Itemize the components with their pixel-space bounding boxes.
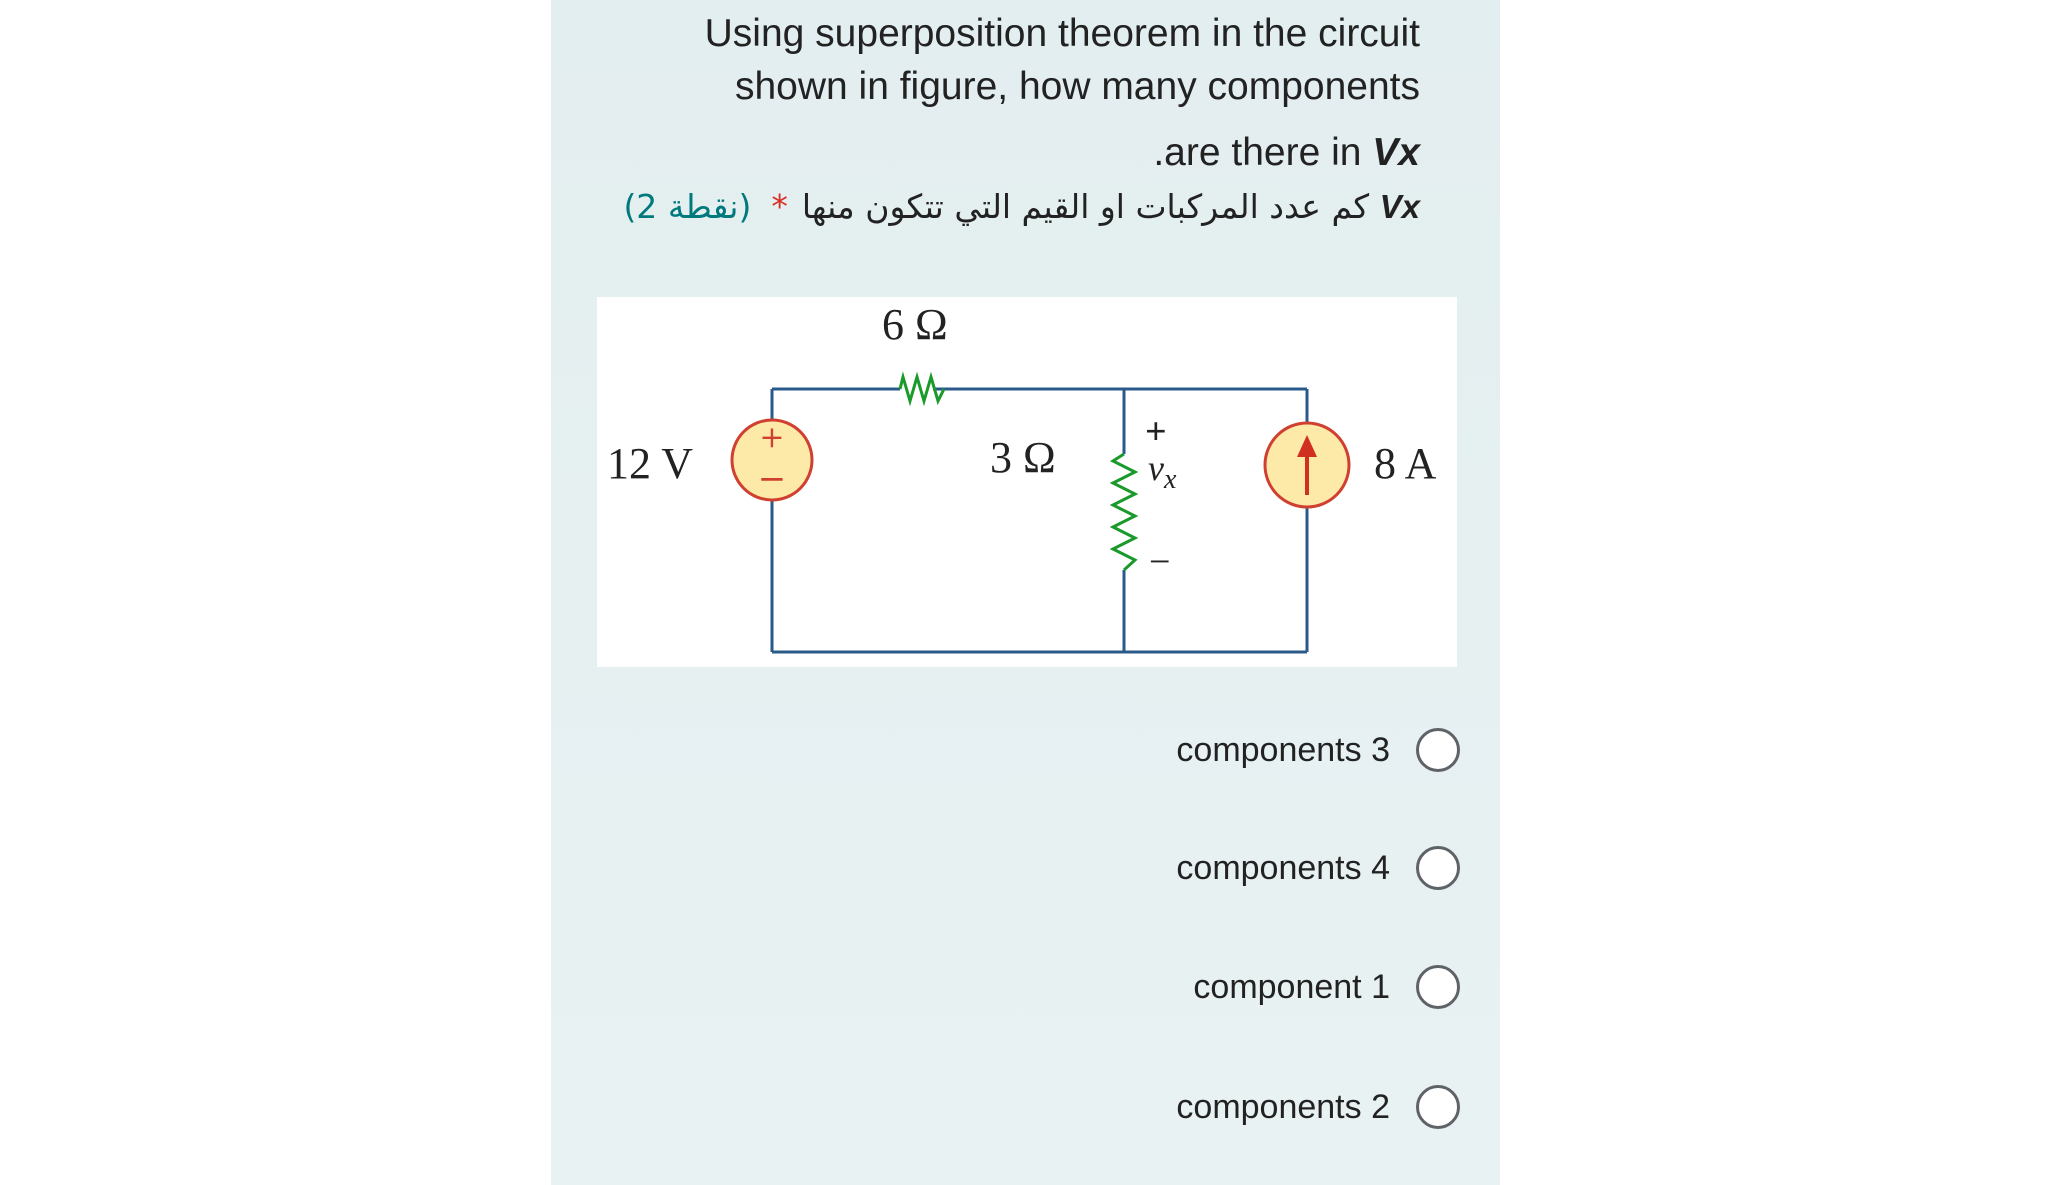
vx-label xyxy=(1148,448,1177,495)
question-variable: Vx xyxy=(1372,131,1420,174)
question-line-3 xyxy=(1153,133,1420,172)
option-components-2[interactable] xyxy=(1176,1082,1460,1132)
radio-button[interactable] xyxy=(1416,728,1460,772)
question-arabic xyxy=(623,187,1420,226)
current-source xyxy=(1265,423,1349,507)
option-label: components 2 xyxy=(1176,1087,1390,1126)
label-3-ohm: 3 Ω xyxy=(990,433,1056,482)
required-star: * xyxy=(771,187,788,226)
circuit-figure xyxy=(597,297,1457,667)
circuit-wires xyxy=(772,389,1307,652)
option-label: components 3 xyxy=(1176,730,1390,769)
radio-button[interactable] xyxy=(1416,846,1460,890)
option-label: component 1 xyxy=(1193,967,1390,1006)
label-8-a: 8 A xyxy=(1374,439,1437,488)
points-label: (2 نقطة) xyxy=(623,187,752,226)
option-label: components 4 xyxy=(1176,848,1390,887)
question-line-3-text: .are there in xyxy=(1153,131,1373,174)
radio-button[interactable] xyxy=(1416,965,1460,1009)
vx-subscript: x xyxy=(1163,464,1177,495)
vx-minus: − xyxy=(1149,541,1171,583)
question-line-2: shown in figure, how many components xyxy=(734,65,1420,108)
radio-button[interactable] xyxy=(1416,1085,1460,1129)
option-component-1[interactable] xyxy=(1193,962,1460,1012)
question-arabic-text: كم عدد المركبات او القيم التي تتكون منها xyxy=(801,187,1370,226)
source-plus-sign: + xyxy=(759,420,785,455)
label-6-ohm: 6 Ω xyxy=(882,300,948,349)
vx-letter: v xyxy=(1148,448,1164,488)
resistor-3-ohm xyxy=(1113,454,1135,570)
option-components-3[interactable] xyxy=(1176,725,1460,775)
voltage-source xyxy=(732,420,812,500)
label-12-v: 12 V xyxy=(607,439,693,488)
vx-plus: + xyxy=(1145,411,1167,453)
source-minus-sign: − xyxy=(757,459,787,499)
circuit-diagram xyxy=(597,297,1457,667)
option-components-4[interactable] xyxy=(1176,843,1460,893)
question-arabic-variable: Vx xyxy=(1379,188,1420,225)
question-line-1: Using superposition theorem in the circuit xyxy=(704,12,1420,55)
